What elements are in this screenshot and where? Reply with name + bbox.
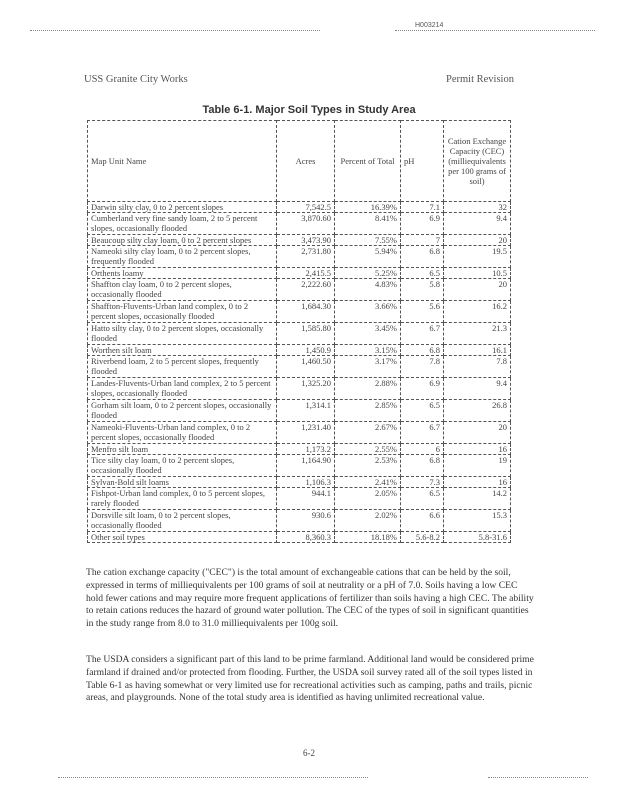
- table-row: [88, 345, 511, 356]
- cell-map-unit-name: Landes-Fluvents-Urban land complex, 2 to 5 percent slopes, occasionally flooded: [88, 378, 277, 400]
- cell-percent: 2.88%: [335, 378, 401, 400]
- cell-percent: 2.67%: [335, 422, 401, 444]
- cell-percent: 2.02%: [335, 510, 401, 532]
- cell-map-unit-name: Tice silty clay loam, 0 to 2 percent slopes, occasionally flooded: [88, 455, 277, 477]
- scan-artifact-top-left: [30, 30, 320, 33]
- cell-percent: 5.25%: [335, 268, 401, 279]
- column-header-cec: Cation Exchange Capacity (CEC) (milliequivalents per 100 grams of soil): [444, 121, 511, 202]
- cell-acres: 2,415.5: [277, 268, 335, 279]
- header-facility: USS Granite City Works: [84, 74, 188, 85]
- table-row: [88, 455, 511, 477]
- page-number: 6-2: [303, 748, 315, 758]
- cell-map-unit-name: Cumberland very fine sandy loam, 2 to 5 percent slopes, occasionally flooded: [88, 213, 277, 235]
- cell-cec: 9.4: [444, 378, 511, 400]
- cell-map-unit-name: Sylvan-Bold silt loams: [88, 477, 277, 488]
- soil-types-table: [87, 120, 511, 543]
- cell-percent: 7.55%: [335, 235, 401, 246]
- cell-cec: 32: [444, 202, 511, 213]
- cell-acres: 944.1: [277, 488, 335, 510]
- table-header-row: [88, 121, 511, 202]
- cell-acres: 1,325.20: [277, 378, 335, 400]
- cell-ph: 7.1: [401, 202, 444, 213]
- cell-cec: 26.8: [444, 400, 511, 422]
- cell-map-unit-name: Fishpot-Urban land complex, 0 to 5 percent slopes, rarely flooded: [88, 488, 277, 510]
- cell-cec: 20: [444, 279, 511, 301]
- paragraph-usda: The USDA considers a significant part of this land to be prime farmland. Additional land would be considered prime farmland if drained and/or protected from flooding. Further, the USDA soil survey rated all of the soil types listed in Table 6-1 as having somewhat or very limited use for recreational activities such as camping, paths and trails, picnic areas, and playgrounds. None of the total study area is identified as having unlimited recreational value.: [86, 654, 534, 704]
- cell-ph: 6.7: [401, 422, 444, 444]
- table-row: [88, 356, 511, 378]
- scan-artifact-top-right: [395, 30, 595, 33]
- cell-ph: 6.9: [401, 213, 444, 235]
- cell-acres: 3,870.60: [277, 213, 335, 235]
- cell-ph: 7.8: [401, 356, 444, 378]
- table-row: [88, 422, 511, 444]
- cell-cec: 19: [444, 455, 511, 477]
- scan-artifact-bottom-right: [488, 777, 588, 780]
- cell-acres: 1,460.50: [277, 356, 335, 378]
- cell-map-unit-name: Hatto silty clay, 0 to 2 percent slopes, occasionally flooded: [88, 323, 277, 345]
- cell-percent: 5.94%: [335, 246, 401, 268]
- cell-percent: 3.17%: [335, 356, 401, 378]
- cell-ph: 6: [401, 444, 444, 455]
- cell-ph: 6.8: [401, 455, 444, 477]
- cell-ph: 7.3: [401, 477, 444, 488]
- cell-map-unit-name: Orthents loamy: [88, 268, 277, 279]
- cell-cec: 16: [444, 477, 511, 488]
- cell-acres: 1,173.2: [277, 444, 335, 455]
- cell-map-unit-name: Darwin silty clay, 0 to 2 percent slopes: [88, 202, 277, 213]
- cell-acres: 1,450.9: [277, 345, 335, 356]
- cell-ph: 7: [401, 235, 444, 246]
- cell-cec: 16.1: [444, 345, 511, 356]
- cell-map-unit-name: Shaffton-Fluvents-Urban land complex, 0 to 2 percent slopes, occasionally flooded: [88, 301, 277, 323]
- cell-cec: 9.4: [444, 213, 511, 235]
- cell-map-unit-name: Other soil types: [88, 532, 277, 543]
- cell-acres: 1,164.90: [277, 455, 335, 477]
- cell-cec: 10.5: [444, 268, 511, 279]
- table-row: [88, 279, 511, 301]
- header-document-type: Permit Revision: [446, 74, 514, 85]
- paragraph-cec: The cation exchange capacity ("CEC") is the total amount of exchangeable cations that can be held by the soil, expressed in terms of milliequivalents per 100 grams of soil at neutrality or a pH of 7.0. Soils having a low CEC hold fewer cations and may require more frequent applications of fertilizer than soils having a high CEC. The ability to retain cations reduces the hazard of ground water pollution. The CEC of the types of soil in significant quantities in the study range from 8.0 to 31.0 milliequivalents per 100g soil.: [86, 567, 534, 630]
- table-row: [88, 202, 511, 213]
- cell-map-unit-name: Beaucoup silty clay loam, 0 to 2 percent slopes: [88, 235, 277, 246]
- table-title: Table 6-1. Major Soil Types in Study Area: [202, 104, 416, 116]
- cell-ph: 6.6: [401, 510, 444, 532]
- table-body: [88, 202, 511, 543]
- cell-cec: 14.2: [444, 488, 511, 510]
- table-row: [88, 488, 511, 510]
- cell-percent: 3.15%: [335, 345, 401, 356]
- cell-cec: 7.8: [444, 356, 511, 378]
- cell-acres: 2,731.80: [277, 246, 335, 268]
- cell-map-unit-name: Nameoki-Fluvents-Urban land complex, 0 to 2 percent slopes, occasionally flooded: [88, 422, 277, 444]
- table-row: [88, 235, 511, 246]
- table-row: [88, 444, 511, 455]
- cell-ph: 6.5: [401, 488, 444, 510]
- cell-ph: 6.5: [401, 400, 444, 422]
- bates-number: H003214: [415, 22, 444, 29]
- column-header-acres: Acres: [277, 121, 335, 202]
- cell-cec: 15.3: [444, 510, 511, 532]
- cell-acres: 1,106.3: [277, 477, 335, 488]
- table-row: [88, 532, 511, 543]
- cell-acres: 930.6: [277, 510, 335, 532]
- cell-acres: 3,473.90: [277, 235, 335, 246]
- table-row: [88, 268, 511, 279]
- cell-map-unit-name: Gorham silt loam, 0 to 2 percent slopes, occasionally flooded: [88, 400, 277, 422]
- table-row: [88, 400, 511, 422]
- cell-ph: 5.6-8.2: [401, 532, 444, 543]
- column-header-percent: Percent of Total: [335, 121, 401, 202]
- column-header-ph: pH: [401, 121, 444, 202]
- cell-percent: 3.45%: [335, 323, 401, 345]
- cell-ph: 6.7: [401, 323, 444, 345]
- cell-cec: 16: [444, 444, 511, 455]
- cell-percent: 2.05%: [335, 488, 401, 510]
- cell-acres: 1,231.40: [277, 422, 335, 444]
- cell-cec: 16.2: [444, 301, 511, 323]
- cell-acres: 8,360.3: [277, 532, 335, 543]
- cell-acres: 7,542.5: [277, 202, 335, 213]
- table-row: [88, 323, 511, 345]
- table-row: [88, 378, 511, 400]
- cell-percent: 3.66%: [335, 301, 401, 323]
- table-row: [88, 213, 511, 235]
- cell-ph: 6.9: [401, 378, 444, 400]
- cell-percent: 16.39%: [335, 202, 401, 213]
- cell-percent: 2.55%: [335, 444, 401, 455]
- cell-acres: 2,222.60: [277, 279, 335, 301]
- cell-percent: 2.41%: [335, 477, 401, 488]
- cell-percent: 2.53%: [335, 455, 401, 477]
- cell-cec: 20: [444, 422, 511, 444]
- table-row: [88, 301, 511, 323]
- cell-map-unit-name: Dorsville silt loam, 0 to 2 percent slopes, occasionally flooded: [88, 510, 277, 532]
- cell-ph: 5.8: [401, 279, 444, 301]
- cell-map-unit-name: Nameoki silty clay loam, 0 to 2 percent slopes, frequently flooded: [88, 246, 277, 268]
- cell-map-unit-name: Worthen silt loam: [88, 345, 277, 356]
- cell-acres: 1,314.1: [277, 400, 335, 422]
- cell-map-unit-name: Menfro silt loam: [88, 444, 277, 455]
- cell-percent: 8.41%: [335, 213, 401, 235]
- cell-cec: 19.5: [444, 246, 511, 268]
- cell-ph: 6.8: [401, 345, 444, 356]
- cell-cec: 5.8-31.6: [444, 532, 511, 543]
- cell-acres: 1,585.80: [277, 323, 335, 345]
- cell-map-unit-name: Riverbend loam, 2 to 5 percent slopes, frequently flooded: [88, 356, 277, 378]
- cell-acres: 1,684.30: [277, 301, 335, 323]
- table-row: [88, 510, 511, 532]
- table-row: [88, 246, 511, 268]
- cell-ph: 6.8: [401, 246, 444, 268]
- cell-percent: 18.18%: [335, 532, 401, 543]
- cell-percent: 2.85%: [335, 400, 401, 422]
- cell-ph: 6.5: [401, 268, 444, 279]
- cell-ph: 5.6: [401, 301, 444, 323]
- cell-cec: 21.3: [444, 323, 511, 345]
- cell-percent: 4.83%: [335, 279, 401, 301]
- column-header-map-unit: Map Unit Name: [88, 121, 277, 202]
- cell-cec: 20: [444, 235, 511, 246]
- table-row: [88, 477, 511, 488]
- scan-artifact-bottom-left: [58, 777, 368, 780]
- cell-map-unit-name: Shaffton clay loam, 0 to 2 percent slopes, occasionally flooded: [88, 279, 277, 301]
